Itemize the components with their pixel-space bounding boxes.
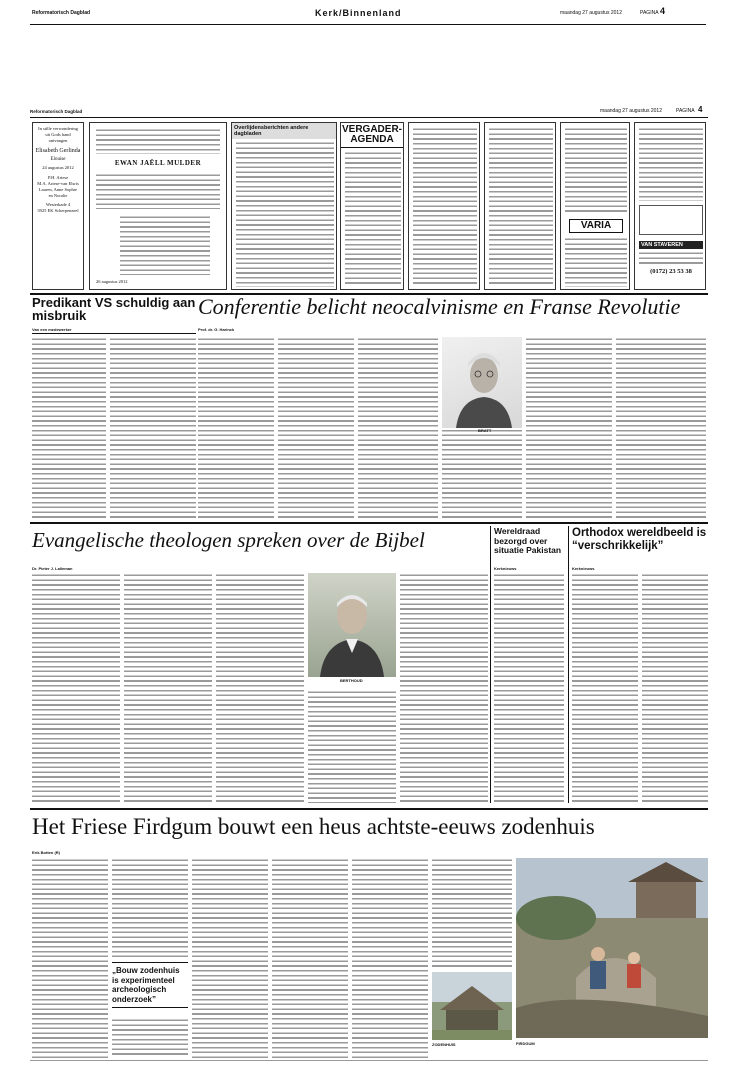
column-rule — [490, 526, 491, 803]
sod-house-illustration — [432, 972, 512, 1040]
subheader-page-number: 4 — [698, 105, 703, 114]
agenda-title: VERGADER-AGENDA — [341, 123, 403, 148]
agenda-list — [489, 127, 553, 287]
notice-line: 3925 EK Scherpenzeel — [37, 208, 79, 213]
article-3-photo-caption: BERTHOUD — [340, 678, 363, 683]
article-2-photo-caption: BRATT — [478, 428, 492, 433]
playground-photo-illustration — [516, 858, 708, 1038]
article-3-col-2 — [124, 573, 212, 803]
notice-line: M.A. Ariese-van Elsris — [37, 181, 79, 186]
column-rule — [568, 526, 569, 803]
article-6-main-photo — [516, 858, 708, 1038]
section-rule — [30, 522, 708, 524]
article-1-headline: Predikant VS schuldig aan misbruik — [32, 295, 196, 323]
article-2-col-1 — [198, 337, 274, 518]
article-5-col-2 — [642, 573, 708, 803]
agenda-list — [565, 237, 627, 287]
memorial-name: EWAN JAËLL MULDER — [114, 159, 202, 167]
article-2-byline: Prof. dr. G. Harinck — [198, 327, 235, 332]
article-3-col-5 — [400, 573, 488, 803]
article-2-headline: Conferentie belicht neocalvinisme en Franse Revolutie — [198, 294, 681, 319]
notice-text — [96, 173, 220, 209]
caption-place: FIRDGUM — [516, 1041, 535, 1046]
ad-van-staveren: VAN STAVEREN — [639, 241, 703, 249]
article-6-col-4 — [272, 858, 348, 1058]
article-6-main-caption — [516, 1041, 708, 1046]
masthead-page-word: PAGINA — [640, 10, 659, 16]
memorial-date: 26 augustus 2012 — [96, 279, 128, 284]
notice-line: uit Gods hand — [45, 132, 71, 137]
agenda-list — [565, 127, 627, 215]
article-3-col-4 — [308, 690, 396, 803]
masthead-date: maandag 27 augustus 2012 — [560, 10, 622, 16]
agenda-col-4 — [560, 122, 630, 290]
article-5-byline: Kerknieuws — [572, 566, 595, 571]
notice-line: en Noralie — [48, 193, 68, 198]
article-3-col-3 — [216, 573, 304, 803]
subheader-rule — [30, 117, 708, 118]
notice-line: ontvangen — [48, 138, 68, 143]
article-2-photo — [442, 337, 522, 428]
article-6-col-5 — [352, 858, 428, 1058]
article-3-byline: Dr. Pieter J. Lalleman — [32, 566, 73, 571]
article-3-photo — [308, 573, 396, 677]
article-4-headline: Wereldraad bezorgd over situatie Pakistan — [494, 526, 562, 555]
notice-line: Lauren, Anne Sophie — [38, 187, 78, 192]
notice-text — [120, 215, 210, 275]
footer-rule — [30, 1060, 708, 1061]
article-1-col-1 — [32, 337, 106, 518]
ad-text — [639, 251, 703, 265]
article-3-headline: Evangelische theologen spreken over de Bijbel — [32, 528, 425, 552]
article-1-byline: Van een medewerker — [32, 327, 72, 332]
ad-phone: (0172) 23 53 38 — [650, 268, 692, 275]
birth-notice-left — [32, 122, 84, 290]
article-4-byline: Kerknieuws — [494, 566, 517, 571]
article-1-col-2 — [110, 337, 196, 518]
agenda-col-5 — [634, 122, 706, 290]
notice-child-name: Elisabeth Gerlinda — [35, 148, 81, 154]
subheader-page-word: PAGINA — [676, 108, 695, 114]
masthead-page-number: 4 — [660, 6, 666, 16]
ad-box — [639, 205, 703, 235]
agenda-list — [413, 127, 477, 287]
article-3-col-1 — [32, 573, 120, 803]
article-6-col-3 — [192, 858, 268, 1058]
varia-title: VARIA — [569, 219, 623, 233]
agenda-box — [340, 122, 404, 290]
article-5-headline: Orthodox wereldbeeld is “verschrikkelijk” — [572, 527, 707, 552]
agenda-col-3 — [484, 122, 556, 290]
subheader-paper: Reformatorisch Dagblad — [30, 109, 83, 114]
article-6-headline: Het Friese Firdgum bouwt een heus achtste-eeuws zodenhuis — [32, 814, 595, 839]
article-6-byline: Erik Botten (R) — [32, 850, 60, 855]
deaths-title: Overlijdensberichten andere dagbladen — [232, 123, 336, 139]
notice-line: 24 augustus 2012 — [42, 165, 74, 170]
masthead-rule — [30, 24, 706, 25]
agenda-list — [639, 127, 703, 201]
portrait-illustration — [308, 573, 396, 677]
notice-line: In stille verwondering — [38, 126, 78, 131]
agenda-col-2 — [408, 122, 480, 290]
agenda-list — [345, 151, 401, 287]
portrait-illustration — [442, 337, 522, 428]
article-4-col-1 — [494, 573, 564, 803]
memorial-notice — [89, 122, 227, 290]
notice-line: P.H. Ariese — [47, 175, 69, 180]
divider — [32, 333, 196, 334]
article-2-col-2 — [278, 337, 354, 518]
article-6-small-photo — [432, 972, 512, 1040]
article-6-col-2 — [112, 858, 188, 958]
notice-text — [96, 128, 220, 154]
subheader-date: maandag 27 augustus 2012 — [600, 108, 662, 114]
article-5-col-1 — [572, 573, 638, 803]
section-rule — [30, 808, 708, 810]
masthead-left-paper: Reformatorisch Dagblad — [32, 10, 91, 16]
article-6-col-1 — [32, 858, 108, 1058]
masthead-section: Kerk/Binnenland — [315, 8, 402, 18]
notice-line: Westerkade 4 — [45, 202, 71, 207]
article-2-col-5 — [526, 337, 612, 518]
notice-line: Elouise — [50, 157, 66, 162]
article-6-col-2b — [112, 1018, 188, 1058]
article-6-small-caption: ZODENHUIS — [432, 1042, 456, 1047]
article-2-col-6 — [616, 337, 706, 518]
deaths-other-papers — [231, 122, 337, 290]
article-6-col-6 — [432, 858, 512, 970]
article-6-pullquote: „Bouw zodenhuis is experimenteel archeologisch onderzoek” — [112, 962, 188, 1008]
article-2-col-3 — [358, 337, 438, 518]
deaths-list — [236, 141, 334, 287]
